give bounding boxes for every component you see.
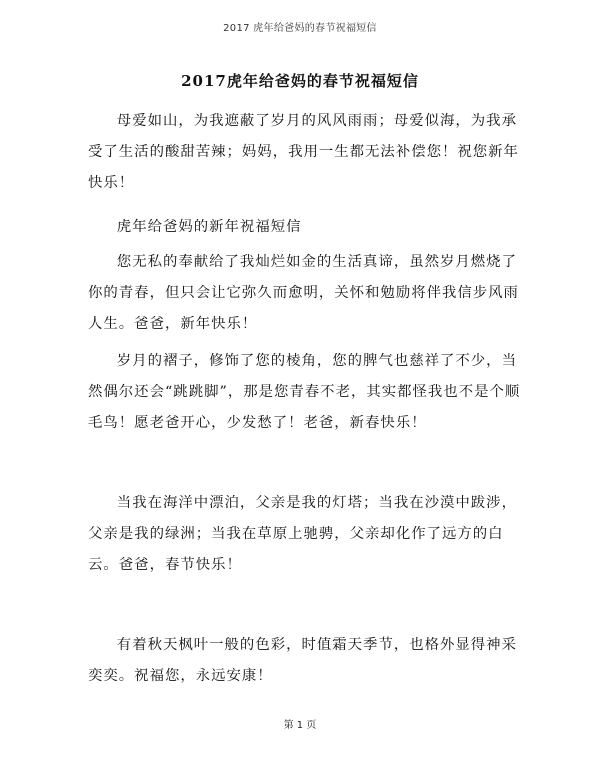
paragraph: 您无私的奉献给了我灿烂如金的生活真谛，虽然岁月燃烧了你的青春，但只会让它弥久而愈明，关怀和勉励将伴我信步风雨人生。爸爸，新年快乐！	[88, 254, 519, 332]
document-title: 2017虎年给爸妈的春节祝福短信	[181, 72, 419, 90]
paragraph: 岁月的褶子，修饰了您的棱角，您的脾气也慈祥了不少，当然偶尔还会“跳跳脚”，那是您青春不老，其实都怪我也不是个顺毛鸟！愿老爸开心，少发愁了！老爸，新春快乐！	[88, 353, 521, 431]
paragraph: 母爱如山，为我遮蔽了岁月的风风雨雨；母爱似海，为我承受了生活的酸甜苦辣；妈妈，我用一生都无法补偿您！祝您新年快乐！	[88, 113, 519, 191]
section-heading: 虎年给爸妈的新年祝福短信	[116, 219, 302, 235]
page-number: 第 1 页	[283, 720, 317, 731]
page-header: 2017 虎年给爸妈的春节祝福短信	[223, 23, 377, 34]
paragraph: 当我在海洋中漂泊，父亲是我的灯塔；当我在沙漠中跋涉，父亲是我的绿洲；当我在草原上驰骋，父亲却化作了远方的白云。爸爸，春节快乐！	[88, 495, 517, 573]
paragraph: 有着秋天枫叶一般的色彩，时值霜天季节，也格外显得神采奕奕。祝福您，永远安康！	[88, 637, 517, 684]
